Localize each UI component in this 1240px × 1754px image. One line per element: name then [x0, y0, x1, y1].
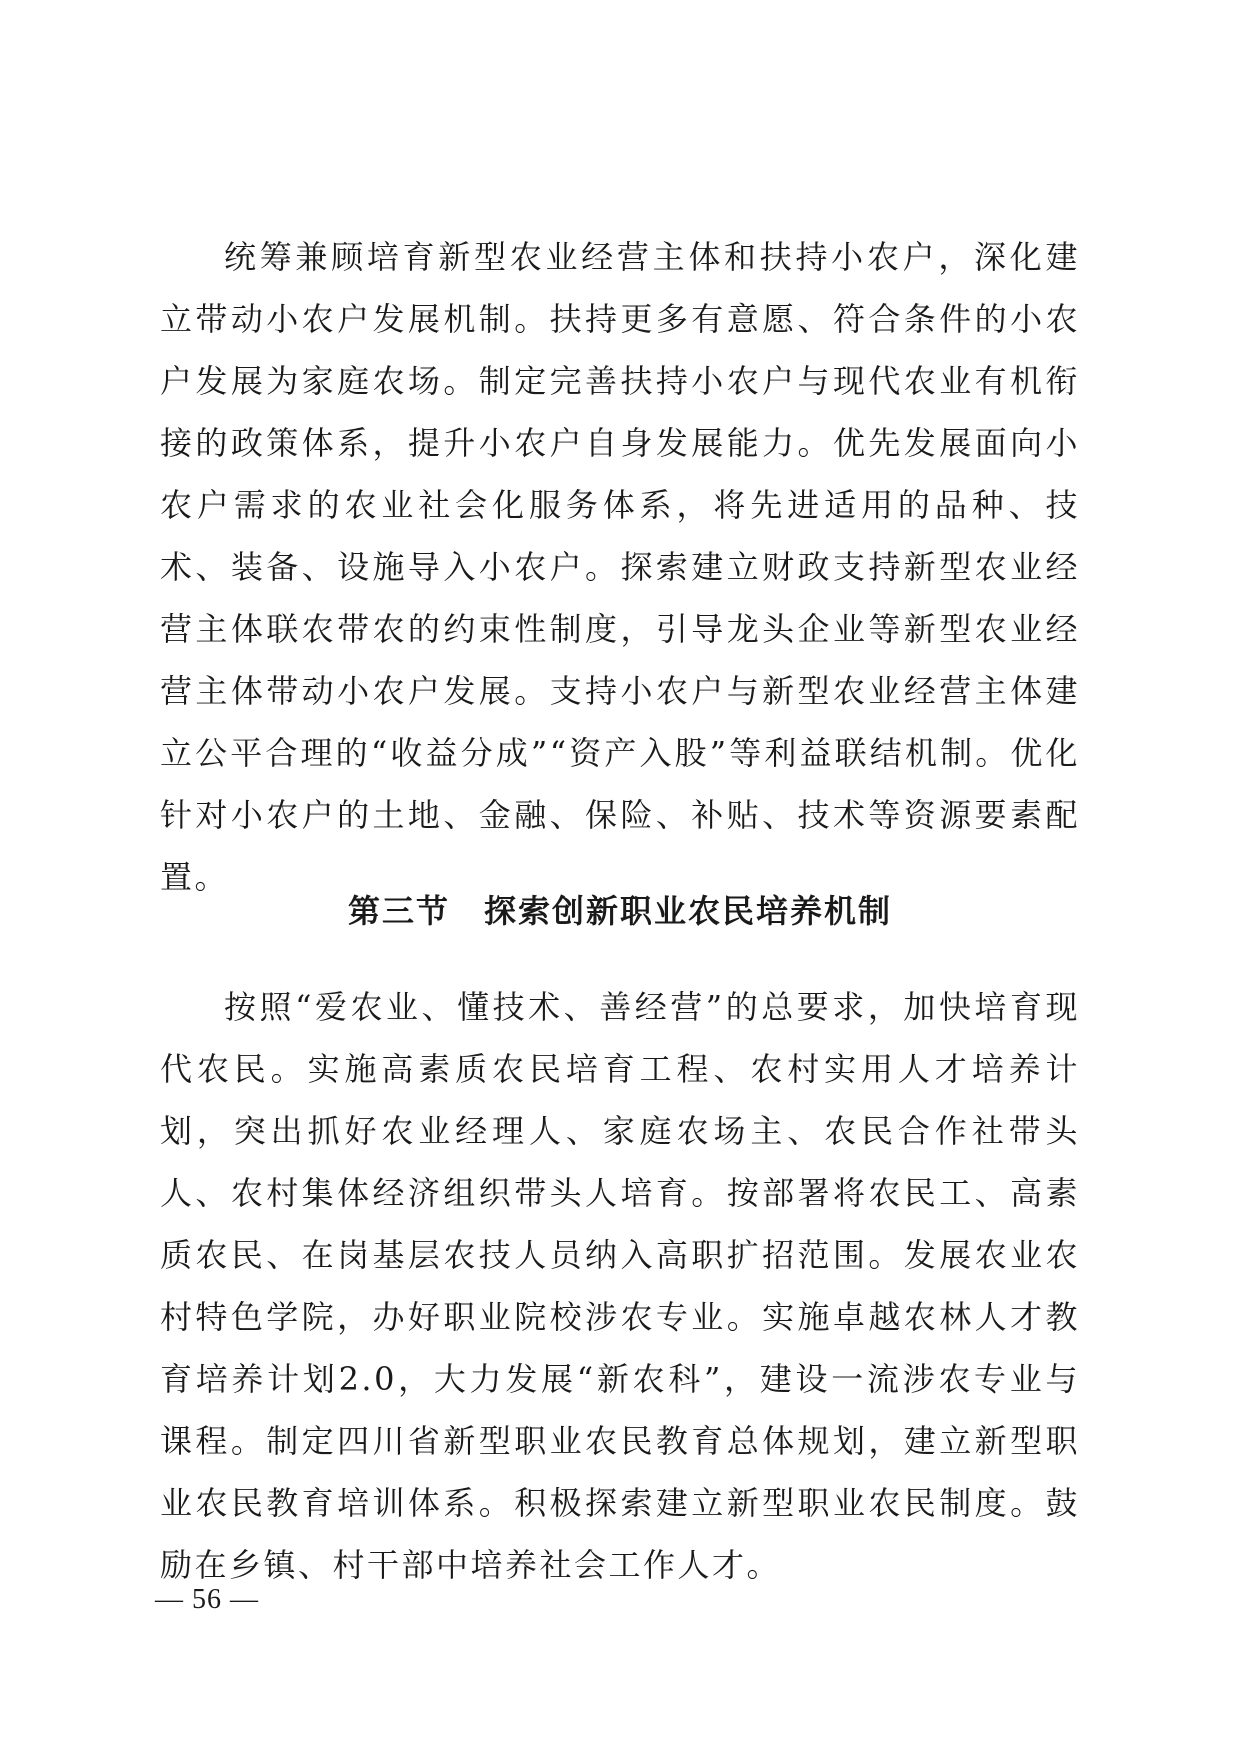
body-paragraph-2: 按照“爱农业、懂技术、善经营”的总要求，加快培育现代农民。实施高素质农民培育工程、农村实用人才培养计划，突出抓好农业经理人、家庭农场主、农民合作社带头人、农村集体经济组织带头人培育。按部署将农民工、高素质农民、在岗基层农技人员纳入高职扩招范围。发展农业农村特色学院，办好职业院校涉农专业。实施卓越农林人才教育培养计划2.0，大力发展“新农科”，建设一流涉农专业与课程。制定四川省新型职业农民教育总体规划，建立新型职业农民教育培训体系。积极探索建立新型职业农民制度。鼓励在乡镇、村干部中培养社会工作人才。	[160, 988, 1080, 1584]
body-paragraph-1: 统筹兼顾培育新型农业经营主体和扶持小农户，深化建立带动小农户发展机制。扶持更多有意愿、符合条件的小农户发展为家庭农场。制定完善扶持小农户与现代农业有机衔接的政策体系，提升小农户自身发展能力。优先发展面向小农户需求的农业社会化服务体系，将先进适用的品种、技术、装备、设施导入小农户。探索建立财政支持新型农业经营主体联农带农的约束性制度，引导龙头企业等新型农业经营主体带动小农户发展。支持小农户与新型农业经营主体建立公平合理的“收益分成”“资产入股”等利益联结机制。优化针对小农户的土地、金融、保险、补贴、技术等资源要素配置。	[160, 238, 1080, 896]
section-heading: 第三节 探索创新职业农民培养机制	[347, 892, 892, 930]
page-number: — 56 —	[155, 1584, 259, 1615]
